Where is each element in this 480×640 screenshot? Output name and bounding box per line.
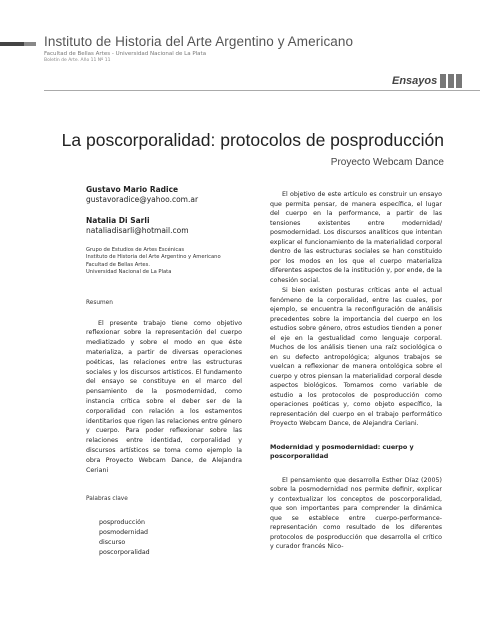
affiliation-line: Universidad Nacional de La Plata — [86, 269, 172, 276]
right-column — [270, 190, 442, 552]
affiliation — [86, 247, 242, 277]
section-label: Ensayos — [392, 75, 438, 87]
keywords-list — [86, 518, 242, 557]
journal-title: Instituto de Historia del Arte Argentino y Americano — [44, 34, 354, 49]
author-name: Natalia Di Sarli — [86, 216, 150, 225]
section-marker — [440, 74, 462, 88]
keyword-item: discurso — [99, 538, 126, 546]
keyword-item: poscorporalidad — [99, 548, 150, 556]
left-column — [86, 185, 242, 558]
section-rule — [44, 90, 480, 91]
section-subheading: Modernidad y posmodernidad: cuerpo y poscorporalidad — [270, 442, 414, 460]
author-email: nataliadisarli@hotmail.com — [86, 226, 189, 235]
faculty-line: Facultad de Bellas Artes - Universidad Nacional de La Plata — [44, 51, 207, 57]
keywords-label: Palabras clave — [86, 496, 128, 503]
abstract-label: Resumen — [86, 299, 113, 306]
author-email: gustavoradice@yahoo.com.ar — [86, 195, 199, 204]
affiliation-line: Facultad de Bellas Artes. — [86, 261, 150, 268]
author-block — [86, 185, 242, 205]
body-paragraph: Si bien existen posturas críticas ante el actual fenómeno de la corporalidad, entre las cuales, por ejemplo, se encuentra la reconfiguración de análisis precedentes sobre la importancia del cuerpo en los estudios sobre género, otros estudios tienden a poner el eje en la gestualidad como lenguaje corporal. Muchos de los análisis tienen una raíz sociológica o en su defecto antropológica; algunos trabajos se vuelcan a reflexionar de manera ontológica sobre el cuerpo y otros piensan la materialidad corporal desde aspectos biológicos. Tomamos como variable de estudio a los protocolos de posproducción como operaciones poéticas y, como objeto específico, la representación del cuerpo en el trabajo performático Proyecto Webcam Dance, de Alejandra Ceriani. — [270, 287, 442, 427]
bulletin-line: Boletín de Arte. Año 11 Nº 11 — [44, 58, 111, 63]
keyword-item: posmodernidad — [99, 529, 149, 537]
article-subtitle: Proyecto Webcam Dance — [330, 157, 444, 168]
keyword-item: posproducción — [99, 519, 145, 527]
body-paragraph: El objetivo de este artículo es construir un ensayo que permita pensar, de manera específica, el lugar del cuerpo en la performance, a partir de las tensiones existentes entre modernidad/ posmodernidad. Los discursos analíticos que intentan explicar el funcionamiento de la materialidad corporal dentro de las estructuras sociales se han constituido por los modos en los que el cuerpo materializa diferentes aspectos de la institución y, por ende, de la cohesión social. — [270, 191, 442, 284]
header-rule-light — [24, 42, 36, 46]
affiliation-line: Instituto de Historia del Arte Argentino y Americano — [86, 254, 221, 261]
article-title: La poscorporalidad: protocolos de posproducción — [61, 130, 444, 150]
affiliation-line: Grupo de Estudios de Artes Escénicas — [86, 247, 185, 253]
abstract-text: El presente trabajo tiene como objetivo reflexionar sobre la representación del cuerpo mediatizado y sobre el modo en que éste materializa, a partir de diversas operaciones poéticas, las relaciones entre las estructuras sociales y los discursos artísticos. El fundamento del ensayo se constituye en el marco del pensamiento de la posmodernidad, como instancia crítica sobre el deber ser de la corporalidad con relación a los estamentos identitarios que rigen las relaciones entre género y cuerpo. Para poder reflexionar sobre las relaciones entre identidad, corporalidad y discursos artísticos se toma como ejemplo la obra Proyecto Webcam Dance, de Alejandra Ceriani — [86, 319, 242, 474]
author-name: Gustavo Mario Radice — [86, 185, 179, 194]
author-block — [86, 216, 242, 236]
body-paragraph: El pensamiento que desarrolla Esther Díaz (2005) sobre la posmodernidad nos permite definir, explicar y contextualizar los conceptos de poscorporalidad, que son importantes para comprender la dinámica que se establece entre cuerpo-performance-representación como resultado de los diferentes protocolos de posproducción que desarrolla el crítico y curador francés Nico- — [270, 476, 442, 550]
